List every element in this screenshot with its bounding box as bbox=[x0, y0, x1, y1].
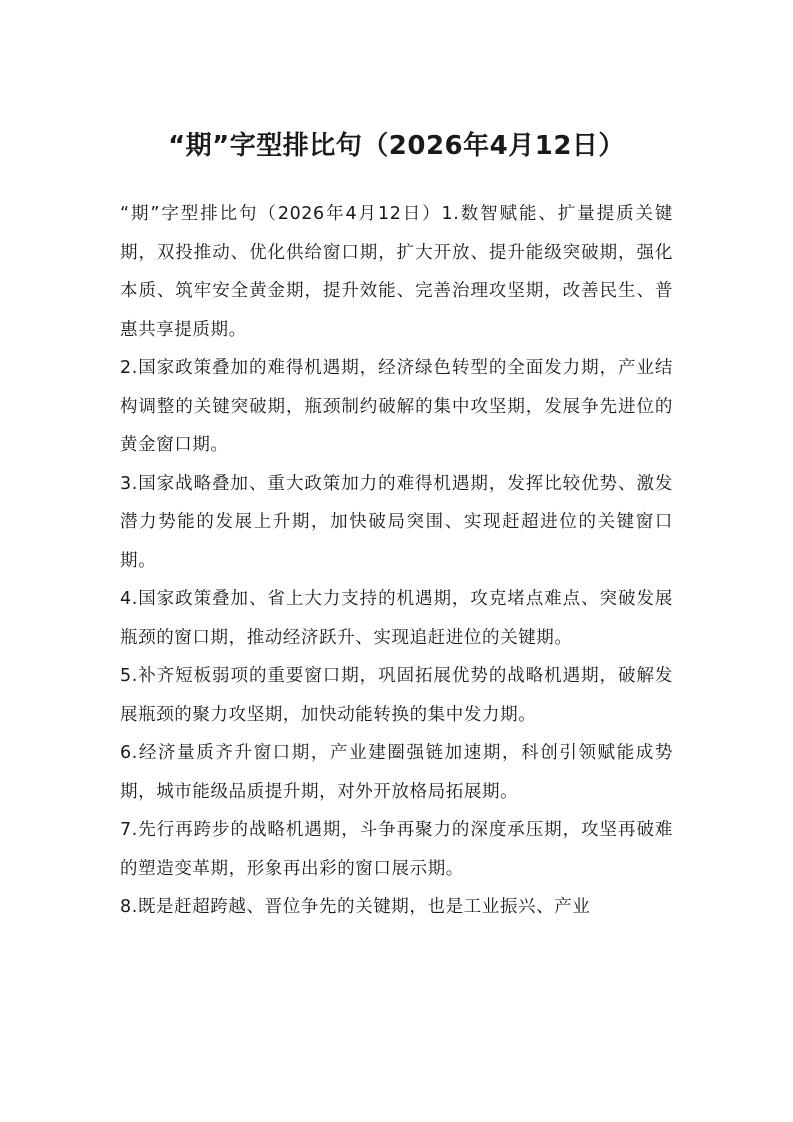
paragraph-intro: “期”字型排比句（2026年4月12日）1.数智赋能、扩量提质关键期，双投推动、优化供给窗口期，扩大开放、提升能级突破期，强化本质、筑牢安全黄金期，提升效能、完善治理攻坚期，改善民生、普惠共享提质期。 bbox=[120, 204, 673, 340]
paragraph-3: 3.国家战略叠加、重大政策加力的难得机遇期，发挥比较优势、激发潜力势能的发展上升期，加快破局突围、实现赶超进位的关键窗口期。 bbox=[120, 473, 673, 571]
paragraph-7: 7.先行再跨步的战略机遇期，斗争再聚力的深度承压期，攻坚再破难的塑造变革期，形象再出彩的窗口展示期。 bbox=[120, 820, 673, 879]
paragraph-6: 6.经济量质齐升窗口期，产业建圈强链加速期，科创引领赋能成势期，城市能级品质提升期，对外开放格局拓展期。 bbox=[120, 743, 673, 802]
document-body bbox=[120, 195, 673, 927]
paragraph-4: 4.国家政策叠加、省上大力支持的机遇期，攻克堵点难点、突破发展瓶颈的窗口期，推动经济跃升、实现追赶进位的关键期。 bbox=[120, 589, 673, 648]
paragraph-2: 2.国家政策叠加的难得机遇期，经济绿色转型的全面发力期，产业结构调整的关键突破期，瓶颈制约破解的集中攻坚期，发展争先进位的黄金窗口期。 bbox=[120, 358, 673, 455]
paragraph-5: 5.补齐短板弱项的重要窗口期，巩固拓展优势的战略机遇期，破解发展瓶颈的聚力攻坚期，加快动能转换的集中发力期。 bbox=[120, 666, 673, 725]
document-title: “期”字型排比句（2026年4月12日） bbox=[168, 131, 625, 161]
paragraph-8: 8.既是赶超跨越、晋位争先的关键期，也是工业振兴、产业 bbox=[120, 897, 591, 917]
